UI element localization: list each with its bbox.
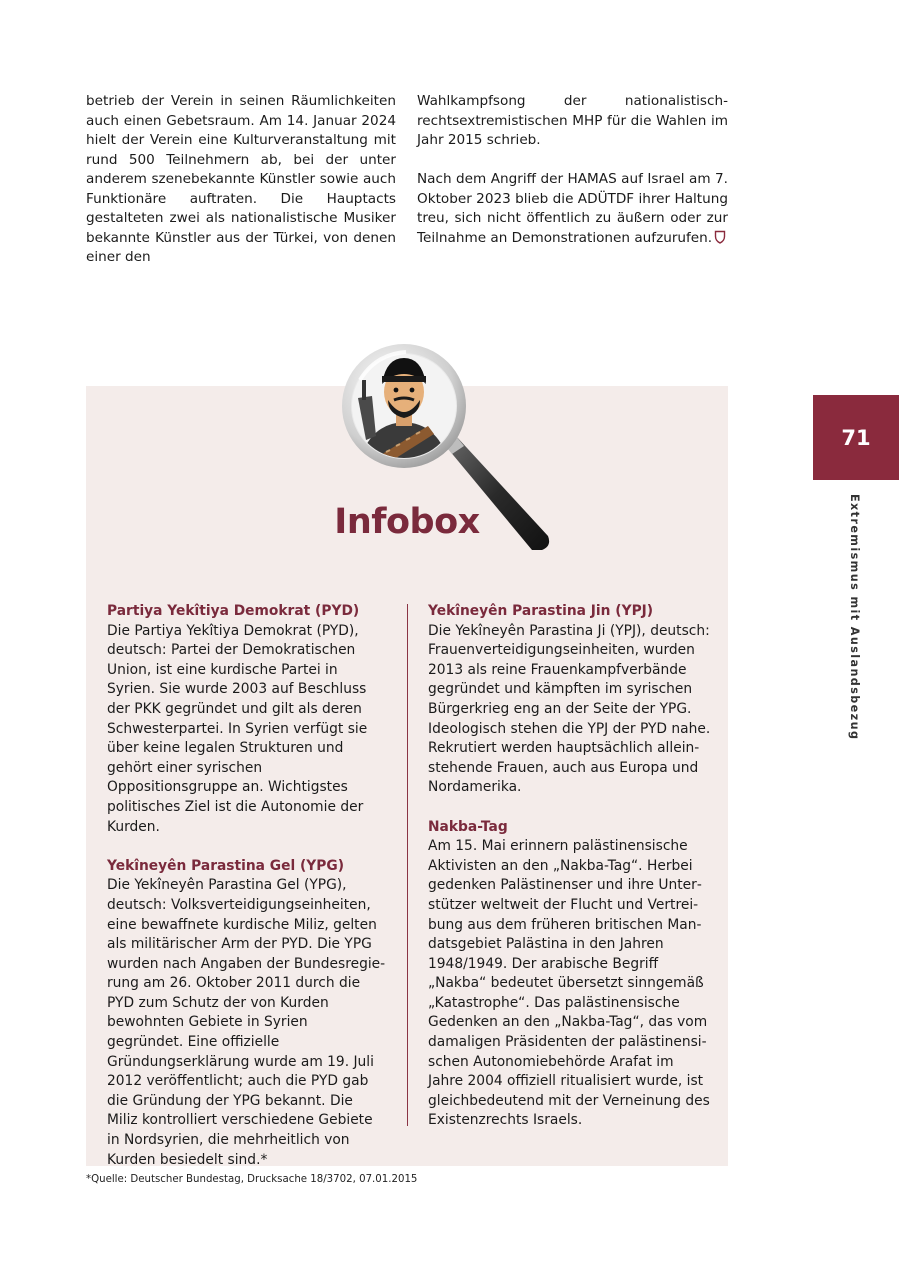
section-heading: Yekîneyên Parastina Jin (YPJ) <box>428 603 654 619</box>
infobox-left-column <box>107 602 387 1170</box>
chapter-side-label <box>847 494 865 741</box>
section-body: Die Yekîneyên Parastina Gel (YPG), deutsch: Volksverteidigungseinheiten, eine bewaffnete kurdische Miliz, gelten als militärischer Arm der PYD. Die YPG wurden nach Angaben der Bundesregierung am 26. Oktober 2011 durch die PYD zum Schutz der von Kurden bewohnten Gebiete in Syrien gegründet. Eine offizielle Gründungserklärung wurde am 19. Juli 2012 veröffentlicht; auch die PYD gab die Gründung der YPG bekannt. Die Miliz kontrolliert verschiedene Gebiete in Nordsyrien, die mehrheitlich von Kurden besiedelt sind.* <box>107 877 386 1168</box>
intro-right-paragraph-1: Wahlkampfsong der nationalistisch-rechtsextremistischen MHP für die Wahlen im Jahr 2015 schrieb. <box>417 93 728 148</box>
intro-right-paragraph-2-text: Nach dem Angriff der HAMAS auf Israel am 7. Oktober 2023 blieb die ADÜTDF ihrer Haltung treu, sich nicht öffentlich zu äußern oder zur Teilnahme an Demonstrationen aufzurufen. <box>417 171 728 246</box>
infobox-section-nakba <box>428 818 712 1132</box>
infobox-right-column <box>428 602 712 1131</box>
section-heading: Nakba-Tag <box>428 818 508 835</box>
chapter-side-label-text: Extremismus mit Auslandsbezug <box>848 494 861 741</box>
page-number: 71 <box>841 425 871 450</box>
section-body: Am 15. Mai erinnern palästinensische Aktivisten an den „Nakba-Tag“. Herbei gedenken Palästinenser und ihre Unterstützer weltweit der Flucht und Vertreibung aus dem früheren britischen Mandatsgebiet Palästina in den Jahren 1948/1949. Der arabische Begriff „Nakba“ bedeutet übersetzt sinngemäß „Katastrophe“. Das palästinensische Gedenken an den „Nakba-Tag“, das vom damaligen Präsidenten der palästinensischen Autonomiebehörde Arafat im Jahre 2004 offiziell ritualisiert wurde, ist gleichbedeutend mit der Verneinung des Existenzrechts Israels. <box>428 838 710 1129</box>
page-number-tab <box>813 395 899 480</box>
column-divider <box>407 604 408 1126</box>
section-body: Die Yekîneyên Parastina Ji (YPJ), deutsch: Frauenverteidigungseinheiten, wurden 2013 als reine Frauenkampfverbände gegründet und kämpften im syrischen Bürgerkrieg eng an der Seite der YPG. Ideologisch stehen die YPJ der PYD nahe. Rekrutiert werden hauptsächlich alleinstehende Frauen, auch aus Europa und Nordamerika. <box>428 622 711 796</box>
infobox-section-ypg <box>107 857 387 1171</box>
intro-right-column <box>417 92 728 250</box>
intro-right-paragraph-2 <box>417 170 728 250</box>
infobox-section-ypj <box>428 602 712 798</box>
intro-left-paragraph: betrieb der Verein in seinen Räumlichkeiten auch einen Gebetsraum. Am 14. Januar 2024 hielt der Verein eine Kulturveranstaltung mit rund 500 Teilnehmern ab, bei der unter anderem szenebekannte Künstler sowie auch Funktionäre auftraten. Die Hauptacts gestalteten zwei als nationalistische Musiker bekannte Künstler aus der Türkei, von denen einer den <box>86 93 396 265</box>
section-body: Die Partiya Yekîtiya Demokrat (PYD), deutsch: Partei der Demokratischen Union, ist eine kurdische Partei in Syrien. Sie wurde 2003 auf Beschluss der PKK gegründet und gilt als deren Schwesterpartei. In Syrien verfügt sie über keine legalen Strukturen und gehört einer syrischen Oppositionsgruppe an. Wichtigstes politisches Ziel ist die Autonomie der Kurden. <box>107 622 368 835</box>
shield-end-icon <box>714 230 726 251</box>
infobox-title: Infobox <box>334 502 480 542</box>
footnote: *Quelle: Deutscher Bundestag, Drucksache 18/3702, 07.01.2015 <box>86 1174 418 1185</box>
section-heading: Partiya Yekîtiya Demokrat (PYD) <box>107 603 360 619</box>
section-heading: Yekîneyên Parastina Gel (YPG) <box>107 857 345 874</box>
infobox-section-pyd <box>107 602 387 837</box>
intro-left-column <box>86 92 396 268</box>
